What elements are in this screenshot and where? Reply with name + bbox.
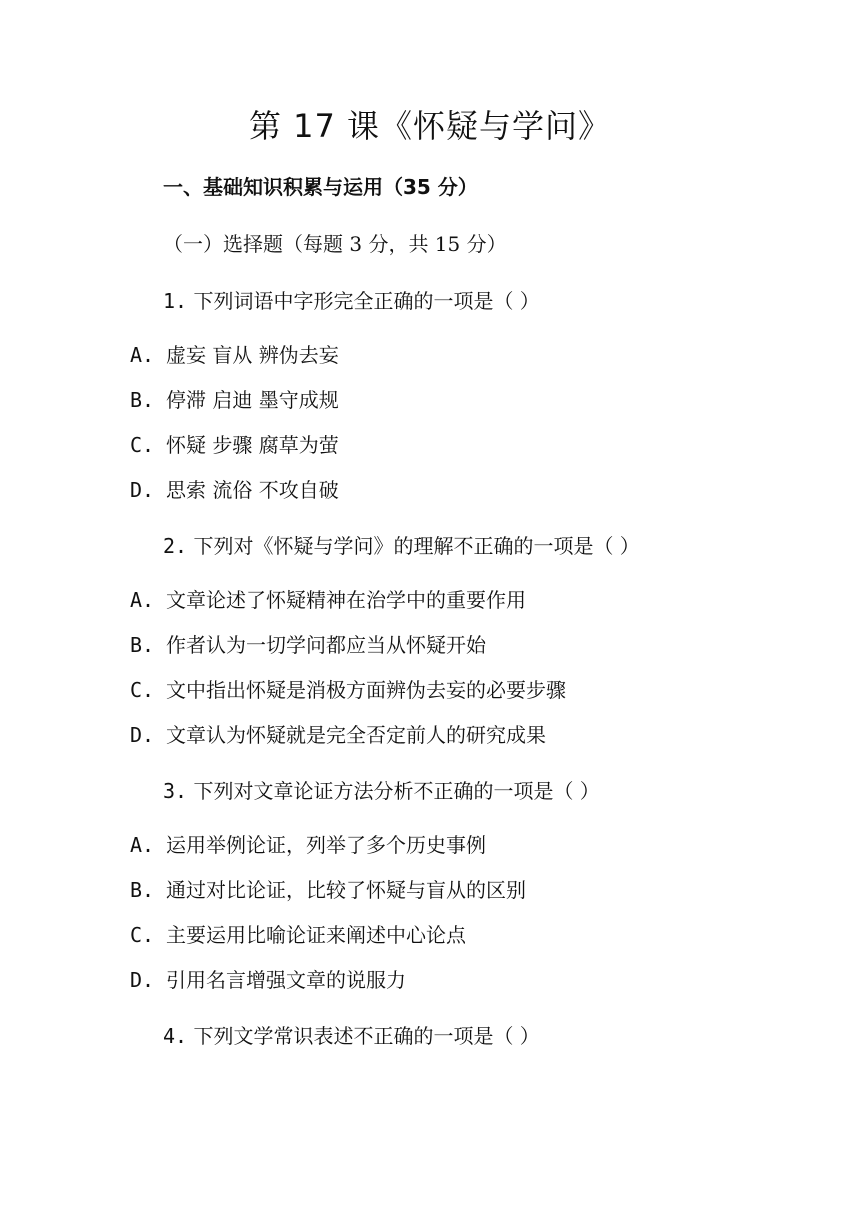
option-letter: B.: [130, 878, 155, 902]
option-text: 通过对比论证，比较了怀疑与盲从的区别: [166, 878, 526, 902]
question-number: 1.: [163, 289, 188, 313]
question-3-option-a: [130, 830, 486, 860]
section-heading: 一、基础知识积累与运用（35 分）: [163, 175, 478, 199]
option-letter: C.: [130, 433, 155, 457]
question-text: 下列文学常识表述不正确的一项是（ ）: [193, 1024, 540, 1048]
option-letter: B.: [130, 388, 155, 412]
question-4-stem: [163, 1021, 540, 1051]
option-text: 作者认为一切学问都应当从怀疑开始: [166, 633, 486, 657]
option-letter: D.: [130, 723, 155, 747]
question-number: 2.: [163, 534, 188, 558]
question-1-option-c: [130, 430, 339, 460]
option-text: 文章论述了怀疑精神在治学中的重要作用: [166, 588, 526, 612]
question-2-option-c: [130, 675, 566, 705]
question-2-stem: [163, 531, 640, 561]
question-1-option-b: [130, 385, 339, 415]
option-text: 引用名言增强文章的说服力: [166, 968, 406, 992]
question-text: 下列词语中字形完全正确的一项是（ ）: [193, 289, 540, 313]
option-letter: A.: [130, 588, 155, 612]
question-1-stem: [163, 286, 540, 316]
question-2-option-d: [130, 720, 546, 750]
option-text: 文章认为怀疑就是完全否定前人的研究成果: [166, 723, 546, 747]
question-2-option-b: [130, 630, 486, 660]
option-letter: D.: [130, 478, 155, 502]
option-text: 主要运用比喻论证来阐述中心论点: [166, 923, 466, 947]
question-text: 下列对《怀疑与学问》的理解不正确的一项是（ ）: [193, 534, 640, 558]
option-text: 怀疑 步骤 腐草为萤: [166, 433, 339, 457]
question-3-option-d: [130, 965, 406, 995]
option-letter: B.: [130, 633, 155, 657]
page-title: 第 17 课《怀疑与学问》: [248, 107, 612, 145]
question-number: 3.: [163, 779, 188, 803]
option-text: 思索 流俗 不攻自破: [166, 478, 339, 502]
question-text: 下列对文章论证方法分析不正确的一项是（ ）: [193, 779, 600, 803]
option-letter: A.: [130, 343, 155, 367]
option-letter: C.: [130, 678, 155, 702]
question-3-option-c: [130, 920, 466, 950]
question-number: 4.: [163, 1024, 188, 1048]
option-letter: C.: [130, 923, 155, 947]
question-3-stem: [163, 776, 600, 806]
option-text: 虚妄 盲从 辨伪去妄: [166, 343, 339, 367]
option-text: 停滞 启迪 墨守成规: [166, 388, 339, 412]
question-1-option-a: [130, 340, 339, 370]
question-1-option-d: [130, 475, 339, 505]
option-letter: D.: [130, 968, 155, 992]
option-letter: A.: [130, 833, 155, 857]
question-2-option-a: [130, 585, 526, 615]
option-text: 运用举例论证，列举了多个历史事例: [166, 833, 486, 857]
option-text: 文中指出怀疑是消极方面辨伪去妄的必要步骤: [166, 678, 566, 702]
subsection-heading: （一）选择题（每题 3 分，共 15 分）: [163, 232, 507, 256]
question-3-option-b: [130, 875, 526, 905]
